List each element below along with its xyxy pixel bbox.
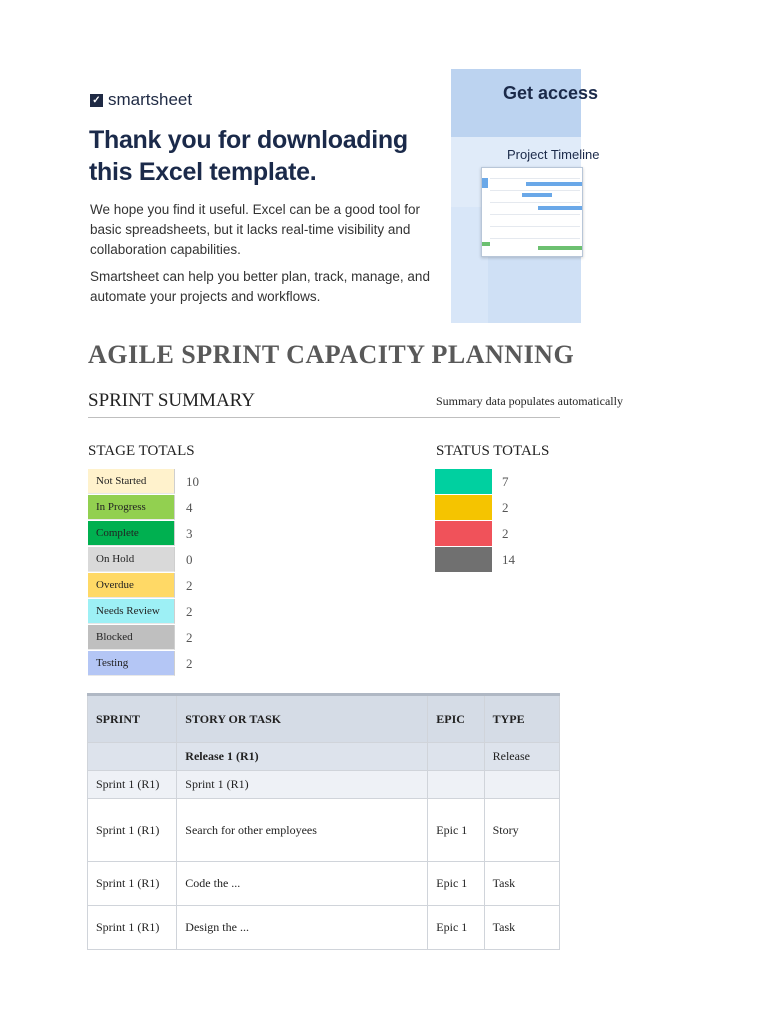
cell-story[interactable]: Design the ... [177, 906, 428, 950]
sprint-row [88, 771, 560, 799]
page-title: AGILE SPRINT CAPACITY PLANNING [88, 340, 575, 369]
stage-label[interactable]: Testing [88, 651, 175, 676]
stage-count[interactable]: 2 [186, 656, 193, 671]
stage-label[interactable]: Overdue [88, 573, 175, 598]
cell-sprint[interactable]: Sprint 1 (R1) [88, 771, 177, 799]
promo-title: Get access [503, 83, 599, 103]
stage-count[interactable]: 10 [186, 474, 199, 489]
table-row [88, 799, 560, 862]
cell-sprint[interactable] [88, 743, 177, 771]
status-color-chip[interactable] [435, 469, 492, 494]
release-row [88, 743, 560, 771]
col-header-epic[interactable]: EPIC [428, 695, 484, 743]
gantt-thumbnail [481, 167, 583, 257]
table-row [88, 906, 560, 950]
cell-sprint[interactable]: Sprint 1 (R1) [88, 862, 177, 906]
cell-epic[interactable] [428, 743, 484, 771]
cell-type[interactable]: Release [484, 743, 559, 771]
status-count[interactable]: 14 [502, 552, 515, 567]
stage-count[interactable]: 0 [186, 552, 193, 567]
cell-epic[interactable] [428, 771, 484, 799]
cell-story[interactable]: Sprint 1 (R1) [177, 771, 428, 799]
cell-epic[interactable]: Epic 1 [428, 862, 484, 906]
status-color-chip[interactable] [435, 495, 492, 520]
cell-epic[interactable]: Epic 1 [428, 799, 484, 862]
status-count[interactable]: 2 [502, 500, 509, 515]
cell-story[interactable]: Release 1 (R1) [177, 743, 428, 771]
status-count[interactable]: 2 [502, 526, 509, 541]
cell-type[interactable] [484, 771, 559, 799]
promo-subtitle: Project Timeline [507, 147, 600, 162]
sprint-table [87, 693, 560, 950]
status-color-chip[interactable] [435, 547, 492, 572]
stage-count[interactable]: 2 [186, 578, 193, 593]
stage-count[interactable]: 4 [186, 500, 193, 515]
cell-epic[interactable]: Epic 1 [428, 906, 484, 950]
stage-label[interactable]: Blocked [88, 625, 175, 650]
summary-note: Summary data populates automatically [436, 394, 623, 408]
sprint-summary-heading: SPRINT SUMMARY [88, 390, 256, 411]
smartsheet-logo[interactable] [90, 90, 192, 110]
stage-label[interactable]: On Hold [88, 547, 175, 572]
checkmark-icon: ✓ [90, 94, 103, 107]
cell-story[interactable]: Search for other employees [177, 799, 428, 862]
stage-label[interactable]: Not Started [88, 469, 175, 494]
cell-sprint[interactable]: Sprint 1 (R1) [88, 906, 177, 950]
status-color-chip[interactable] [435, 521, 492, 546]
col-header-type[interactable]: TYPE [484, 695, 559, 743]
banner-paragraph-2: Smartsheet can help you better plan, track, manage, and automate your projects and workflows. [90, 269, 430, 304]
banner-paragraph-1: We hope you find it useful. Excel can be a good tool for basic spreadsheets, but it lacks real-time visibility and collaboration capabilities. [90, 202, 420, 257]
status-totals-heading: STATUS TOTALS [436, 443, 550, 459]
stage-count[interactable]: 2 [186, 630, 193, 645]
divider [88, 417, 560, 418]
logo-text: smartsheet [108, 90, 193, 109]
cell-story[interactable]: Code the ... [177, 862, 428, 906]
cell-type[interactable]: Task [484, 862, 559, 906]
promo-image[interactable] [451, 69, 600, 323]
col-header-sprint[interactable]: SPRINT [88, 695, 177, 743]
stage-label[interactable]: In Progress [88, 495, 175, 520]
table-header-row [88, 695, 560, 743]
stage-label[interactable]: Complete [88, 521, 175, 546]
stage-label[interactable]: Needs Review [88, 599, 175, 624]
stage-count[interactable]: 2 [186, 604, 193, 619]
cell-sprint[interactable]: Sprint 1 (R1) [88, 799, 177, 862]
col-header-story[interactable]: STORY OR TASK [177, 695, 428, 743]
cell-type[interactable]: Task [484, 906, 559, 950]
stage-count[interactable]: 3 [186, 526, 193, 541]
cell-type[interactable]: Story [484, 799, 559, 862]
stage-totals-heading: STAGE TOTALS [88, 443, 195, 459]
table-row [88, 862, 560, 906]
status-count[interactable]: 7 [502, 474, 509, 489]
banner-headline: Thank you for downloading this Excel template. [89, 126, 408, 186]
